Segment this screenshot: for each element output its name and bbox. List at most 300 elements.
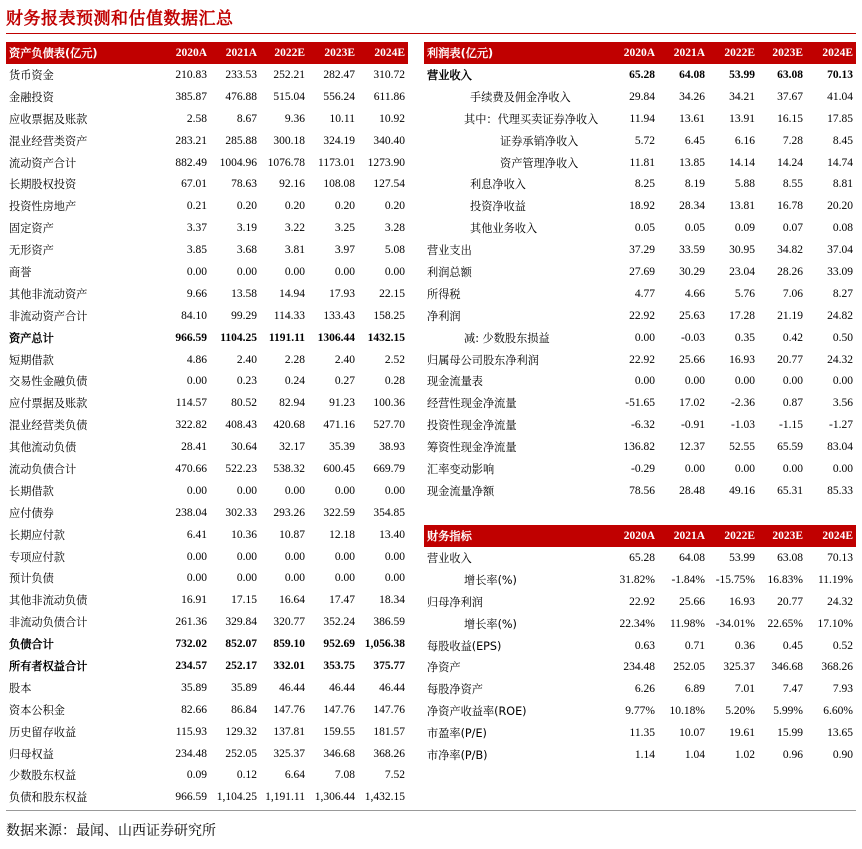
row-value: 14.24 bbox=[777, 156, 803, 169]
row-value: 556.24 bbox=[323, 90, 355, 103]
row-value: 238.04 bbox=[175, 506, 207, 519]
table-row bbox=[424, 370, 856, 392]
row-value: 46.44 bbox=[329, 681, 355, 694]
table-row bbox=[6, 546, 408, 568]
row-value: -1.15 bbox=[779, 419, 803, 432]
row-value: 0.21 bbox=[186, 200, 207, 213]
row-value: 0.00 bbox=[236, 265, 257, 278]
row-value: 1076.78 bbox=[267, 156, 305, 169]
row-value: 2.28 bbox=[284, 353, 305, 366]
row-value: 25.63 bbox=[679, 309, 705, 322]
row-label: 长期股权投资 bbox=[9, 178, 77, 192]
row-value: 234.48 bbox=[623, 661, 655, 674]
row-value: 325.37 bbox=[723, 661, 755, 674]
row-value: 859.10 bbox=[273, 638, 305, 651]
row-value: 1,432.15 bbox=[364, 791, 405, 804]
row-value: 952.69 bbox=[323, 638, 355, 651]
row-value: 15.99 bbox=[777, 727, 803, 740]
row-value: 34.82 bbox=[777, 244, 803, 257]
row-value: 32.17 bbox=[279, 441, 305, 454]
row-value: 1173.01 bbox=[318, 156, 355, 169]
row-label: 净资产收益率(ROE) bbox=[427, 705, 527, 719]
row-value: 0.00 bbox=[186, 375, 207, 388]
row-value: 16.64 bbox=[279, 594, 305, 607]
row-value: 0.00 bbox=[684, 462, 705, 475]
row-value: 0.42 bbox=[782, 331, 803, 344]
row-label: 增长率(%) bbox=[464, 617, 517, 631]
row-value: 46.44 bbox=[379, 681, 405, 694]
row-value: 882.49 bbox=[175, 156, 207, 169]
row-value: 17.10% bbox=[817, 617, 853, 630]
row-label: 市盈率(P/E) bbox=[427, 727, 487, 741]
row-value: 5.08 bbox=[384, 244, 405, 257]
table-row bbox=[6, 86, 408, 108]
row-value: 0.96 bbox=[782, 748, 803, 761]
row-value: 352.24 bbox=[323, 616, 355, 629]
row-label: 应付票据及账款 bbox=[9, 397, 88, 411]
row-value: 6.64 bbox=[284, 769, 305, 782]
table-header-row bbox=[424, 42, 856, 64]
row-value: 82.66 bbox=[181, 703, 207, 716]
row-value: 35.89 bbox=[181, 681, 207, 694]
table-row bbox=[424, 195, 856, 217]
row-value: 17.02 bbox=[679, 397, 705, 410]
row-value: -6.32 bbox=[631, 419, 655, 432]
row-value: 33.09 bbox=[827, 265, 853, 278]
row-value: 9.36 bbox=[284, 112, 305, 125]
row-value: 24.32 bbox=[827, 595, 853, 608]
row-value: 147.76 bbox=[273, 703, 305, 716]
row-value: 38.93 bbox=[379, 441, 405, 454]
table-row bbox=[424, 678, 856, 700]
row-value: 293.26 bbox=[273, 506, 305, 519]
row-value: 0.00 bbox=[236, 484, 257, 497]
table-header-label: 利润表(亿元) bbox=[424, 42, 608, 64]
row-value: -1.84% bbox=[671, 573, 705, 586]
row-value: 0.08 bbox=[832, 222, 853, 235]
row-value: 0.00 bbox=[782, 462, 803, 475]
row-label: 每股收益(EPS) bbox=[427, 639, 502, 653]
row-label: 增长率(%) bbox=[464, 573, 517, 587]
row-value: 252.05 bbox=[673, 661, 705, 674]
row-value: 0.00 bbox=[384, 484, 405, 497]
row-value: 10.92 bbox=[379, 112, 405, 125]
row-value: 11.94 bbox=[629, 112, 655, 125]
row-value: 5.72 bbox=[634, 134, 655, 147]
row-value: 19.61 bbox=[729, 727, 755, 740]
data-source-note: 数据来源：最闻、山西证券研究所 bbox=[6, 823, 216, 839]
row-label: 资本公积金 bbox=[9, 703, 65, 717]
row-value: 527.70 bbox=[373, 419, 405, 432]
row-value: 1.02 bbox=[734, 748, 755, 761]
row-value: 7.08 bbox=[334, 769, 355, 782]
row-value: 20.20 bbox=[827, 200, 853, 213]
row-value: 80.52 bbox=[231, 397, 257, 410]
row-value: 78.63 bbox=[231, 178, 257, 191]
row-value: 24.32 bbox=[827, 353, 853, 366]
row-value: 17.28 bbox=[729, 309, 755, 322]
row-value: 385.87 bbox=[175, 90, 207, 103]
row-value: 108.08 bbox=[323, 178, 355, 191]
table-row bbox=[6, 699, 408, 721]
row-value: 17.15 bbox=[231, 594, 257, 607]
row-label: 市净率(P/B) bbox=[427, 748, 488, 762]
row-value: 0.27 bbox=[334, 375, 355, 388]
row-value: 63.08 bbox=[777, 551, 803, 564]
row-value: 852.07 bbox=[225, 638, 257, 651]
row-value: 332.01 bbox=[273, 659, 305, 672]
row-label: 非流动负债合计 bbox=[9, 616, 88, 630]
row-value: 1,191.11 bbox=[265, 791, 305, 804]
row-value: 8.25 bbox=[634, 178, 655, 191]
row-value: 354.85 bbox=[373, 506, 405, 519]
row-value: 0.00 bbox=[284, 265, 305, 278]
income-statement-table bbox=[424, 42, 856, 502]
table-header-label: 财务指标 bbox=[424, 525, 608, 547]
table-row bbox=[424, 217, 856, 239]
row-label: 投资净收益 bbox=[470, 200, 526, 214]
row-value: 11.81 bbox=[629, 156, 655, 169]
row-value: 64.08 bbox=[679, 68, 705, 81]
table-row bbox=[424, 436, 856, 458]
table-row bbox=[6, 414, 408, 436]
table-row bbox=[6, 721, 408, 743]
row-value: 0.00 bbox=[734, 462, 755, 475]
row-value: 34.21 bbox=[729, 90, 755, 103]
row-value: 3.68 bbox=[236, 244, 257, 257]
row-value: 420.68 bbox=[273, 419, 305, 432]
year-column-header: 2020A bbox=[608, 42, 658, 64]
row-label: 营业收入 bbox=[427, 551, 472, 565]
year-column-header: 2024E bbox=[806, 525, 856, 547]
row-value: 9.77% bbox=[625, 705, 655, 718]
row-value: 346.68 bbox=[323, 747, 355, 760]
row-value: 0.20 bbox=[334, 200, 355, 213]
row-value: 600.45 bbox=[323, 462, 355, 475]
row-value: 515.04 bbox=[273, 90, 305, 103]
row-label: 其他流动负债 bbox=[9, 441, 77, 455]
table-row bbox=[6, 370, 408, 392]
row-value: 64.08 bbox=[679, 551, 705, 564]
row-value: 17.47 bbox=[329, 594, 355, 607]
row-label: 经营性现金净流量 bbox=[427, 397, 517, 411]
row-value: 368.26 bbox=[821, 661, 853, 674]
row-value: 86.84 bbox=[231, 703, 257, 716]
row-value: 0.00 bbox=[684, 375, 705, 388]
row-value: 7.06 bbox=[782, 287, 803, 300]
row-value: 127.54 bbox=[373, 178, 405, 191]
row-value: 65.28 bbox=[629, 551, 655, 564]
year-column-header: 2024E bbox=[806, 42, 856, 64]
row-value: 6.45 bbox=[684, 134, 705, 147]
row-value: 3.25 bbox=[334, 222, 355, 235]
row-value: 115.93 bbox=[175, 725, 207, 738]
row-value: 136.82 bbox=[623, 441, 655, 454]
row-value: 147.76 bbox=[323, 703, 355, 716]
row-value: 2.40 bbox=[334, 353, 355, 366]
row-value: 732.02 bbox=[175, 638, 207, 651]
row-value: 2.58 bbox=[186, 112, 207, 125]
row-value: 34.26 bbox=[679, 90, 705, 103]
row-label: 专项应付款 bbox=[9, 550, 65, 564]
row-value: 0.12 bbox=[236, 769, 257, 782]
row-value: 353.75 bbox=[323, 659, 355, 672]
row-label: 归属母公司股东净利润 bbox=[427, 353, 539, 367]
row-value: 8.45 bbox=[832, 134, 853, 147]
row-value: 158.25 bbox=[373, 309, 405, 322]
table-row bbox=[424, 349, 856, 371]
row-value: 70.13 bbox=[827, 551, 853, 564]
table-row bbox=[424, 591, 856, 613]
row-label: 手续费及佣金净收入 bbox=[470, 90, 571, 104]
year-column-header: 2021A bbox=[210, 42, 260, 64]
row-value: 0.00 bbox=[384, 572, 405, 585]
row-value: 233.53 bbox=[225, 68, 257, 81]
row-value: 13.61 bbox=[679, 112, 705, 125]
row-value: 1,104.25 bbox=[216, 791, 257, 804]
row-value: 181.57 bbox=[373, 725, 405, 738]
table-row bbox=[6, 786, 408, 808]
row-value: 1004.96 bbox=[219, 156, 257, 169]
row-value: 13.65 bbox=[827, 727, 853, 740]
row-value: 10.87 bbox=[279, 528, 305, 541]
row-value: 6.26 bbox=[634, 683, 655, 696]
row-label: 减: 少数股东损益 bbox=[464, 331, 550, 345]
row-value: 0.00 bbox=[734, 375, 755, 388]
row-value: -34.01% bbox=[715, 617, 755, 630]
row-value: 4.77 bbox=[634, 287, 655, 300]
row-value: 17.93 bbox=[329, 287, 355, 300]
row-label: 利息净收入 bbox=[470, 178, 526, 192]
row-value: 8.27 bbox=[832, 287, 853, 300]
row-value: 0.00 bbox=[284, 484, 305, 497]
row-value: 30.95 bbox=[729, 244, 755, 257]
row-value: 611.86 bbox=[373, 90, 405, 103]
title-divider bbox=[6, 33, 856, 34]
row-value: 5.20% bbox=[725, 705, 755, 718]
row-label: 投资性现金净流量 bbox=[427, 419, 517, 433]
table-row bbox=[6, 502, 408, 524]
row-label: 应收票据及账款 bbox=[9, 112, 88, 126]
row-label: 长期应付款 bbox=[9, 528, 65, 542]
row-value: 13.91 bbox=[729, 112, 755, 125]
row-value: 31.82% bbox=[619, 573, 655, 586]
row-value: 7.93 bbox=[832, 683, 853, 696]
table-row bbox=[424, 722, 856, 744]
row-value: 16.91 bbox=[181, 594, 207, 607]
row-value: 0.09 bbox=[734, 222, 755, 235]
table-row bbox=[6, 152, 408, 174]
table-row bbox=[424, 547, 856, 569]
row-value: 91.23 bbox=[329, 397, 355, 410]
row-value: 0.09 bbox=[186, 769, 207, 782]
row-value: 0.20 bbox=[384, 200, 405, 213]
table-row bbox=[6, 349, 408, 371]
financial-ratios-table bbox=[424, 525, 856, 766]
row-label: 每股净资产 bbox=[427, 683, 483, 697]
row-value: 53.99 bbox=[729, 68, 755, 81]
table-row bbox=[6, 283, 408, 305]
row-label: 非流动资产合计 bbox=[9, 309, 88, 323]
row-value: 0.20 bbox=[236, 200, 257, 213]
row-value: 22.92 bbox=[629, 353, 655, 366]
row-value: 0.00 bbox=[186, 572, 207, 585]
row-value: -1.27 bbox=[829, 419, 853, 432]
row-value: 0.05 bbox=[684, 222, 705, 235]
row-value: 159.55 bbox=[323, 725, 355, 738]
row-value: 29.84 bbox=[629, 90, 655, 103]
row-value: 11.35 bbox=[629, 727, 655, 740]
row-value: -0.91 bbox=[681, 419, 705, 432]
table-row bbox=[6, 173, 408, 195]
year-column-header: 2022E bbox=[708, 42, 758, 64]
row-value: 1.04 bbox=[684, 748, 705, 761]
row-value: 320.77 bbox=[273, 616, 305, 629]
row-value: 261.36 bbox=[175, 616, 207, 629]
row-value: 20.77 bbox=[777, 595, 803, 608]
row-value: 1306.44 bbox=[317, 331, 355, 344]
year-column-header: 2024E bbox=[358, 42, 408, 64]
table-row bbox=[424, 480, 856, 502]
row-value: 14.94 bbox=[279, 287, 305, 300]
row-value: 7.47 bbox=[782, 683, 803, 696]
row-value: 340.40 bbox=[373, 134, 405, 147]
table-row bbox=[6, 567, 408, 589]
table-row bbox=[424, 392, 856, 414]
row-value: 82.94 bbox=[279, 397, 305, 410]
row-value: 324.19 bbox=[323, 134, 355, 147]
row-value: 4.66 bbox=[684, 287, 705, 300]
page-title: 财务报表预测和估值数据汇总 bbox=[6, 9, 234, 29]
row-value: 78.56 bbox=[629, 484, 655, 497]
row-label: 利润总额 bbox=[427, 265, 472, 279]
table-row bbox=[424, 64, 856, 86]
row-value: 92.16 bbox=[279, 178, 305, 191]
row-value: 7.28 bbox=[782, 134, 803, 147]
row-label: 无形资产 bbox=[9, 244, 54, 258]
row-value: 3.19 bbox=[236, 222, 257, 235]
row-label: 货币资金 bbox=[9, 68, 54, 82]
row-value: 966.59 bbox=[175, 331, 207, 344]
row-value: 9.66 bbox=[186, 287, 207, 300]
row-value: 28.26 bbox=[777, 265, 803, 278]
row-value: 53.99 bbox=[729, 551, 755, 564]
row-label: 投资性房地产 bbox=[9, 200, 77, 214]
row-value: 22.65% bbox=[767, 617, 803, 630]
row-label: 现金流量表 bbox=[427, 375, 483, 389]
row-value: 0.00 bbox=[284, 572, 305, 585]
row-value: 84.10 bbox=[181, 309, 207, 322]
row-value: 346.68 bbox=[771, 661, 803, 674]
row-value: 2.40 bbox=[236, 353, 257, 366]
row-label: 所有者权益合计 bbox=[9, 659, 88, 673]
row-value: 1273.90 bbox=[367, 156, 405, 169]
row-value: 476.88 bbox=[225, 90, 257, 103]
row-value: 100.36 bbox=[373, 397, 405, 410]
row-value: 7.01 bbox=[734, 683, 755, 696]
row-value: 23.04 bbox=[729, 265, 755, 278]
row-value: 0.00 bbox=[236, 572, 257, 585]
row-value: 538.32 bbox=[273, 462, 305, 475]
footer-divider bbox=[6, 810, 856, 811]
row-value: 52.55 bbox=[729, 441, 755, 454]
row-value: -51.65 bbox=[625, 397, 655, 410]
row-value: 0.28 bbox=[384, 375, 405, 388]
row-value: 0.00 bbox=[236, 550, 257, 563]
row-label: 商誉 bbox=[9, 265, 32, 279]
table-row bbox=[424, 700, 856, 722]
row-value: 0.52 bbox=[832, 639, 853, 652]
row-label: 混业经营类资产 bbox=[9, 134, 88, 148]
table-row bbox=[424, 130, 856, 152]
row-value: 0.35 bbox=[734, 331, 755, 344]
row-value: 0.00 bbox=[634, 375, 655, 388]
table-header-row bbox=[6, 42, 408, 64]
row-value: 70.13 bbox=[827, 68, 853, 81]
table-row bbox=[6, 765, 408, 787]
balance-sheet-table bbox=[6, 42, 408, 808]
row-value: 16.78 bbox=[777, 200, 803, 213]
row-value: 386.59 bbox=[373, 616, 405, 629]
row-value: 5.99% bbox=[773, 705, 803, 718]
row-value: 114.57 bbox=[175, 397, 207, 410]
table-row bbox=[6, 458, 408, 480]
row-value: 28.41 bbox=[181, 441, 207, 454]
table-row bbox=[424, 327, 856, 349]
row-label: 资产管理净收入 bbox=[500, 156, 579, 170]
row-value: 22.92 bbox=[629, 309, 655, 322]
row-value: 8.19 bbox=[684, 178, 705, 191]
row-value: 322.82 bbox=[175, 419, 207, 432]
row-value: 0.36 bbox=[734, 639, 755, 652]
row-value: 83.04 bbox=[827, 441, 853, 454]
row-label: 其他非流动负债 bbox=[9, 594, 88, 608]
row-value: 133.43 bbox=[323, 309, 355, 322]
row-value: 285.88 bbox=[225, 134, 257, 147]
row-value: 114.33 bbox=[273, 309, 305, 322]
row-value: 85.33 bbox=[827, 484, 853, 497]
row-value: 10.36 bbox=[231, 528, 257, 541]
table-row bbox=[424, 458, 856, 480]
table-row bbox=[6, 480, 408, 502]
row-label: 归母权益 bbox=[9, 747, 54, 761]
row-value: -0.03 bbox=[681, 331, 705, 344]
row-value: 300.18 bbox=[273, 134, 305, 147]
row-value: 408.43 bbox=[225, 419, 257, 432]
row-value: -1.03 bbox=[731, 419, 755, 432]
row-label: 证券承销净收入 bbox=[500, 134, 579, 148]
table-row bbox=[6, 217, 408, 239]
table-row bbox=[424, 261, 856, 283]
table-row bbox=[6, 261, 408, 283]
table-row bbox=[424, 173, 856, 195]
row-value: 0.00 bbox=[832, 375, 853, 388]
year-column-header: 2023E bbox=[758, 525, 806, 547]
row-value: 28.48 bbox=[679, 484, 705, 497]
row-value: 13.81 bbox=[729, 200, 755, 213]
year-column-header: 2021A bbox=[658, 525, 708, 547]
row-value: 35.39 bbox=[329, 441, 355, 454]
row-value: 1,056.38 bbox=[364, 638, 405, 651]
row-value: 0.00 bbox=[334, 572, 355, 585]
table-row bbox=[6, 743, 408, 765]
row-value: 252.17 bbox=[225, 659, 257, 672]
row-value: 282.47 bbox=[323, 68, 355, 81]
row-value: 6.89 bbox=[684, 683, 705, 696]
table-row bbox=[6, 524, 408, 546]
row-label: 历史留存收益 bbox=[9, 725, 77, 739]
row-value: 11.19% bbox=[817, 573, 853, 586]
